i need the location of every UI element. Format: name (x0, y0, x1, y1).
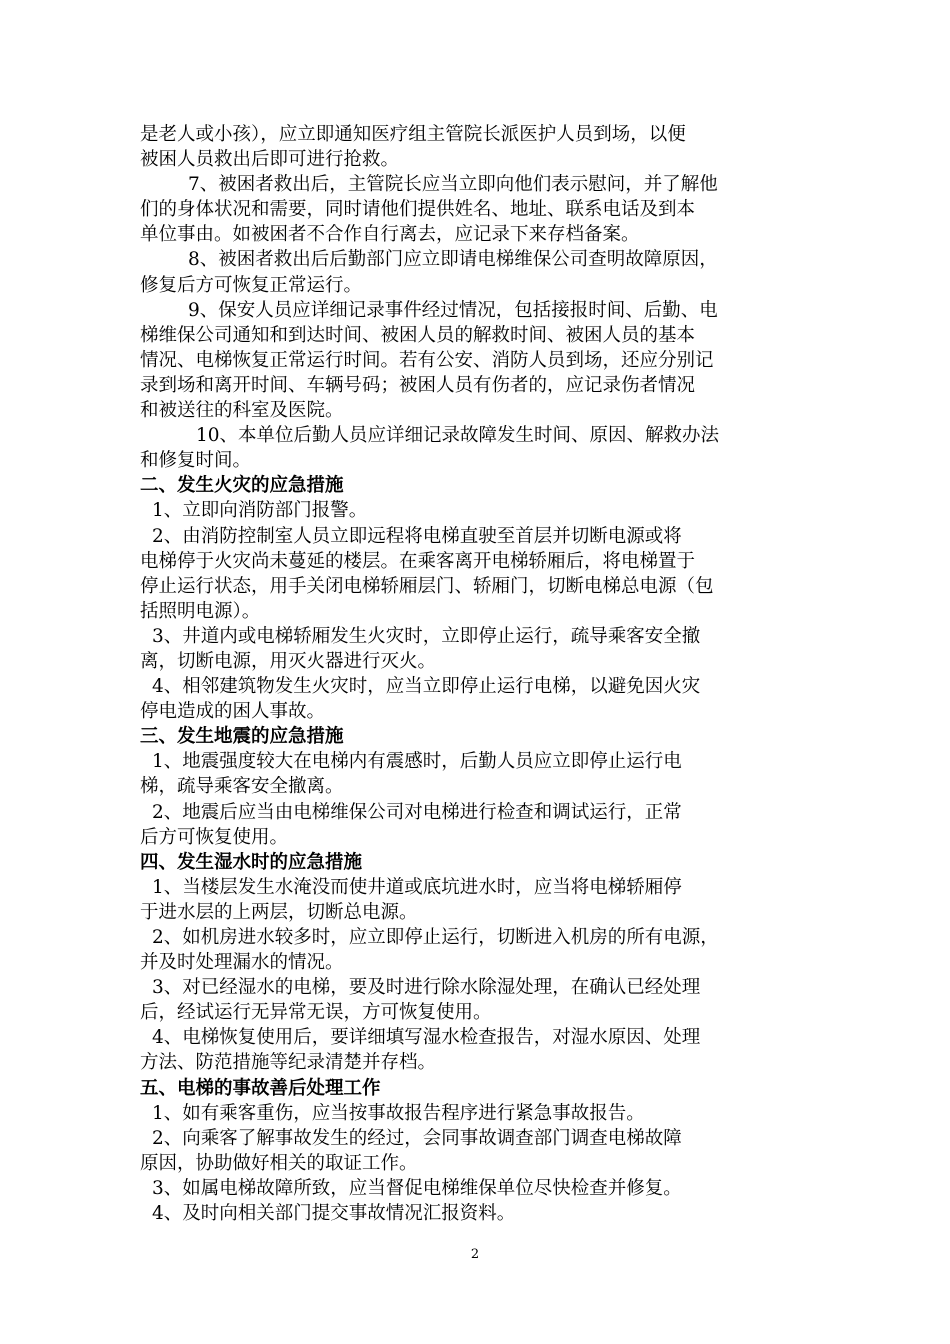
text-line: 方法、防范措施等纪录清楚并存档。 (140, 1052, 437, 1074)
text-line: 修复后方可恢复正常运行。 (140, 274, 363, 296)
text-line: 4、电梯恢复使用后，要详细填写湿水检查报告，对湿水原因、处理 (152, 1027, 701, 1049)
text-line: 情况、电梯恢复正常运行时间。若有公安、消防人员到场，还应分别记 (140, 349, 714, 371)
text-line: 录到场和离开时间、车辆号码；被困人员有伤者的，应记录伤者情况 (140, 374, 696, 396)
text-line: 梯维保公司通知和到达时间、被困人员的解救时间、被困人员的基本 (140, 324, 696, 346)
page-number: 2 (470, 1247, 480, 1262)
section-heading: 二、发生火灾的应急措施 (140, 475, 344, 497)
text-line: 电梯停于火灾尚未蔓延的楼层。在乘客离开电梯轿厢后，将电梯置于 (140, 550, 696, 572)
text-line: 2、地震后应当由电梯维保公司对电梯进行检查和调试运行，正常 (152, 801, 682, 823)
text-line: 2、如机房进水较多时，应立即停止运行，切断进入机房的所有电源， (152, 927, 719, 948)
text-line: 和被送往的科室及医院。 (140, 400, 344, 422)
text-line: 后，经试运行无异常无误，方可恢复使用。 (140, 1002, 492, 1024)
text-line: 后方可恢复使用。 (140, 826, 289, 848)
text-line: 离，切断电源，用灭火器进行灭火。 (140, 650, 437, 672)
section-heading: 五、电梯的事故善后处理工作 (140, 1077, 381, 1099)
text-line: 单位事由。如被困者不合作自行离去，应记录下来存档备案。 (140, 224, 640, 246)
text-line: 10、本单位后勤人员应详细记录故障发生时间、原因、解救办法 (196, 425, 720, 447)
text-line: 1、当楼层发生水淹没而使井道或底坑进水时，应当将电梯轿厢停 (152, 876, 682, 898)
text-line: 于进水层的上两层，切断总电源。 (140, 901, 418, 923)
text-line: 停电造成的困人事故。 (140, 701, 326, 723)
text-line: 是老人或小孩），应立即通知医疗组主管院长派医护人员到场，以便 (140, 124, 686, 145)
text-line: 4、相邻建筑物发生火灾时，应当立即停止运行电梯，以避免因火灾 (152, 676, 701, 698)
text-line: 1、立即向消防部门报警。 (152, 500, 368, 522)
text-line: 并及时处理漏水的情况。 (140, 952, 344, 974)
text-line: 和修复时间。 (140, 450, 252, 472)
section-heading: 四、发生湿水时的应急措施 (140, 851, 363, 873)
text-line: 2、向乘客了解事故发生的经过，会同事故调查部门调查电梯故障 (152, 1127, 682, 1149)
text-line: 8、被困者救出后后勤部门应立即请电梯维保公司查明故障原因， (188, 249, 718, 271)
text-line: 们的身体状况和需要，同时请他们提供姓名、地址、联系电话及到本 (140, 199, 696, 221)
text-line: 2、由消防控制室人员立即远程将电梯直驶至首层并切断电源或将 (152, 525, 682, 547)
text-line: 9、保安人员应详细记录事件经过情况，包括接报时间、后勤、电 (188, 299, 718, 321)
text-line: 括照明电源）。 (140, 600, 261, 622)
text-line: 梯，疏导乘客安全撤离。 (140, 776, 344, 798)
text-line: 3、对已经湿水的电梯，要及时进行除水除湿处理，在确认已经处理 (152, 977, 701, 999)
text-line: 3、如属电梯故障所致，应当督促电梯维保单位尽快检查并修复。 (152, 1177, 682, 1199)
text-line: 4、及时向相关部门提交事故情况汇报资料。 (152, 1203, 516, 1225)
text-line: 1、如有乘客重伤，应当按事故报告程序进行紧急事故报告。 (152, 1102, 645, 1124)
text-line: 7、被困者救出后，主管院长应当立即向他们表示慰问，并了解他 (188, 174, 718, 196)
text-line: 原因，协助做好相关的取证工作。 (140, 1152, 418, 1174)
text-line: 被困人员救出后即可进行抢救。 (140, 149, 400, 171)
document-body (140, 122, 812, 1226)
text-line: 停止运行状态，用手关闭电梯轿厢层门、轿厢门，切断电梯总电源（包 (140, 575, 714, 597)
text-line: 1、地震强度较大在电梯内有震感时，后勤人员应立即停止运行电 (152, 751, 682, 773)
text-line: 3、井道内或电梯轿厢发生火灾时，立即停止运行，疏导乘客安全撤 (152, 625, 701, 647)
section-heading: 三、发生地震的应急措施 (140, 726, 344, 748)
